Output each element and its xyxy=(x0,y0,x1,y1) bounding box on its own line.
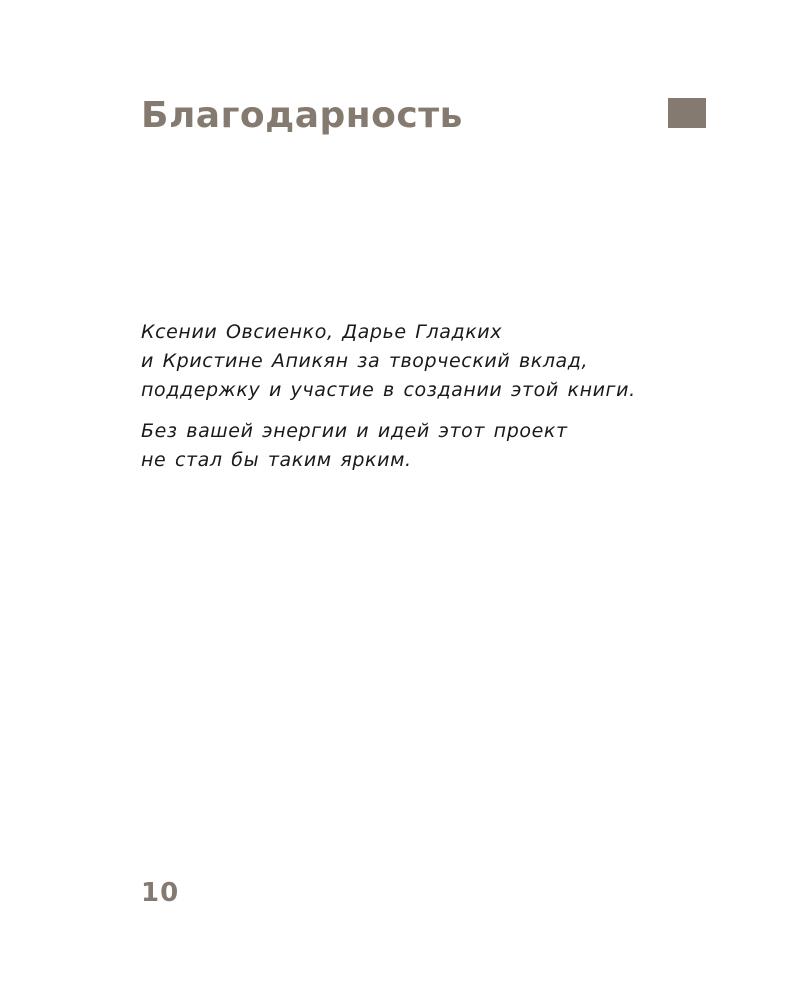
acknowledgement-paragraph-1 xyxy=(141,318,701,405)
page-number: 10 xyxy=(141,878,180,908)
text-line: поддержку и участие в создании этой книги. xyxy=(141,379,636,401)
decorative-square xyxy=(668,98,706,128)
text-line: не стал бы таким ярким. xyxy=(141,449,412,471)
acknowledgement-text xyxy=(141,318,701,475)
text-line: Ксении Овсиенко, Дарье Гладких xyxy=(141,321,503,343)
text-line: Без вашей энергии и идей этот проект xyxy=(141,420,568,442)
page-title: Благодарность xyxy=(141,95,463,136)
text-line: и Кристине Апикян за творческий вклад, xyxy=(141,350,589,372)
acknowledgement-paragraph-2 xyxy=(141,417,701,475)
